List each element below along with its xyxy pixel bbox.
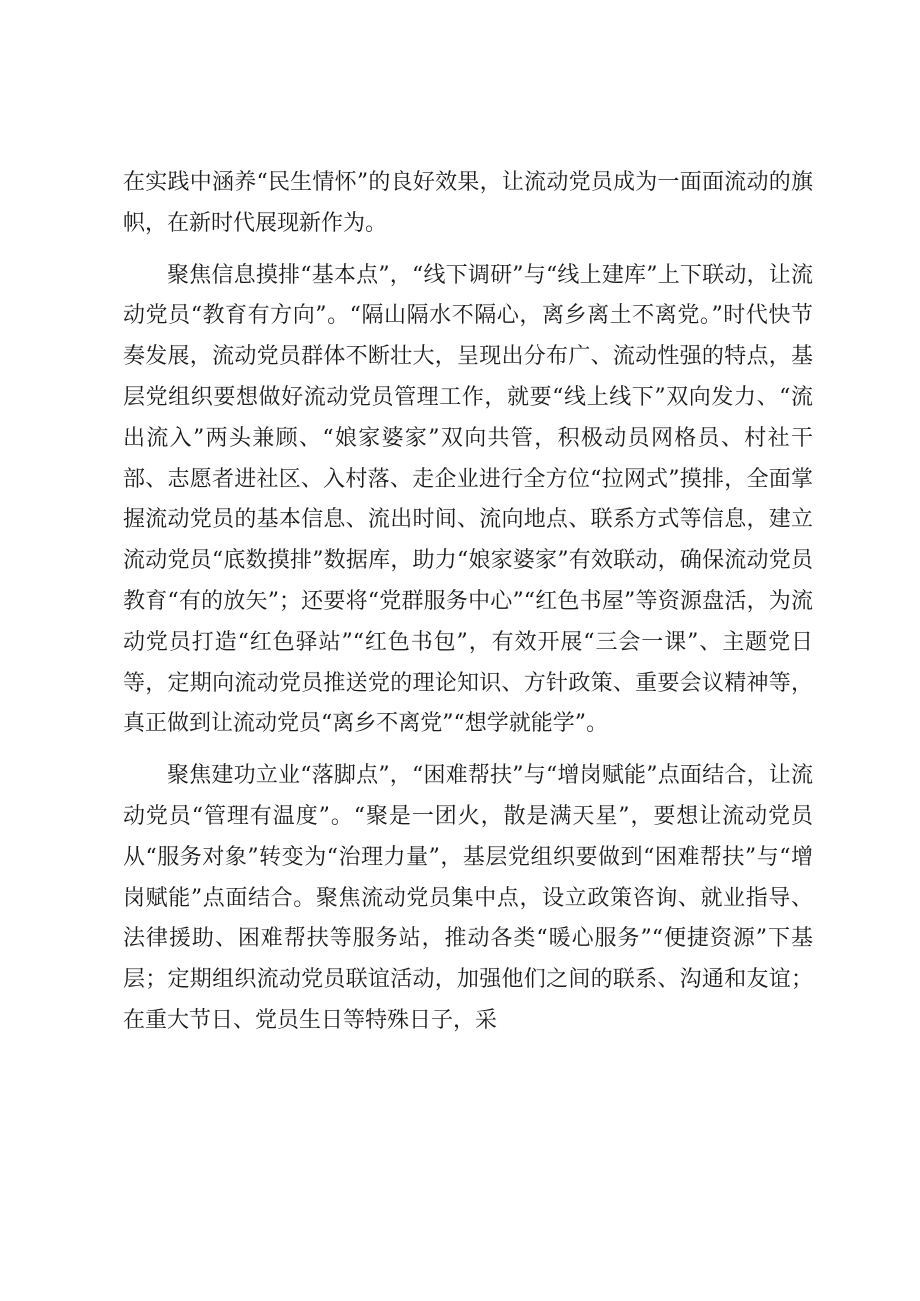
paragraph-achievement-support: 聚焦建功立业“落脚点”，“困难帮扶”与“增岗赋能”点面结合，让流动党员“管理有温度”。“聚是一团火，散是满天星”，要想让流动党员从“服务对象”转变为“治理力量”，基层党组织要做到“困难帮扶”与“增岗赋能”点面结合。聚焦流动党员集中点，设立政策咨询、就业指导、法律援助、困难帮扶等服务站，推动各类“暖心服务”“便捷资源”下基层；定期组织流动党员联谊活动，加强他们之间的联系、沟通和友谊；在重大节日、党员生日等特殊日子，采 (123, 763, 813, 1033)
document-body (123, 163, 813, 1042)
paragraph-continuation: 在实践中涵养“民生情怀”的良好效果，让流动党员成为一面面流动的旗帜，在新时代展现新作为。 (123, 170, 813, 236)
paragraph-information-survey: 聚焦信息摸排“基本点”，“线下调研”与“线上建库”上下联动，让流动党员“教育有方向”。“隔山隔水不隔心，离乡离土不离党。”时代快节奏发展，流动党员群体不断壮大，呈现出分布广、流动性强的特点，基层党组织要想做好流动党员管理工作，就要“线上线下”双向发力、“流出流入”两头兼顾、“娘家婆家”双向共管，积极动员网格员、村社干部、志愿者进社区、入村落、走企业进行全方位“拉网式”摸排，全面掌握流动党员的基本信息、流出时间、流向地点、联系方式等信息，建立流动党员“底数摸排”数据库，助力“娘家婆家”有效联动，确保流动党员教育“有的放矢”；还要将“党群服务中心”“红色书屋”等资源盘活，为流动党员打造“红色驿站”“红色书包”，有效开展“三会一课”、主题党日等，定期向流动党员推送党的理论知识、方针政策、重要会议精神等，真正做到让流动党员“离乡不离党”“想学就能学”。 (123, 262, 813, 737)
